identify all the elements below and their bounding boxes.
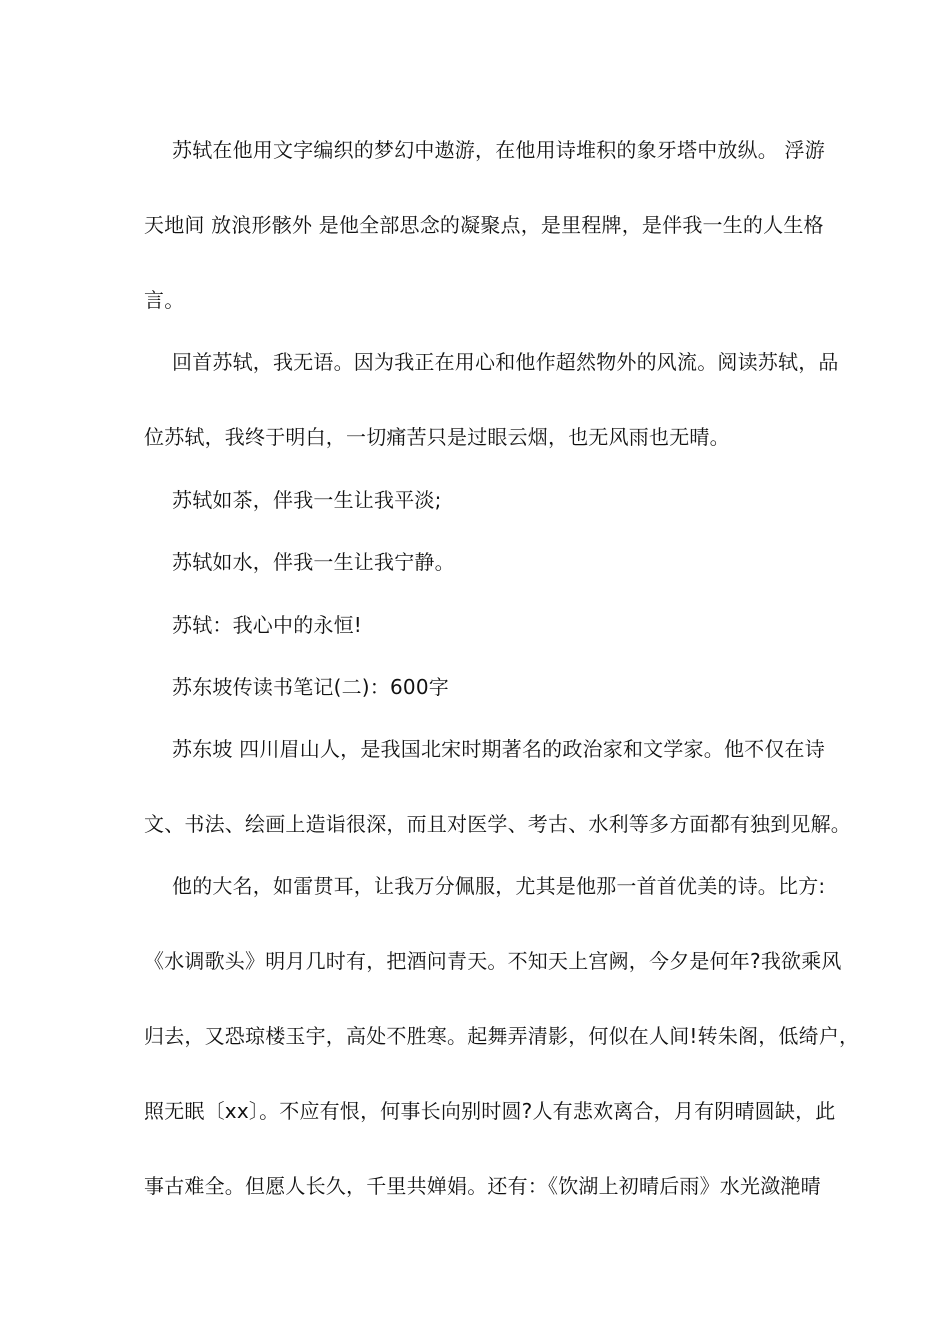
paragraph-line: 文、书法、绘画上造诣很深，而且对医学、考古、水利等多方面都有独到见解。	[144, 812, 851, 836]
paragraph-line: 苏轼在他用文字编织的梦幻中遨游，在他用诗堆积的象牙塔中放纵。 浮游	[172, 138, 825, 162]
paragraph-line: 苏轼：我心中的永恒!	[172, 613, 363, 637]
paragraph-line: 《水调歌头》明月几时有，把酒问青天。不知天上宫阙，今夕是何年?我欲乘风	[144, 949, 842, 973]
paragraph-line: 苏轼如茶，伴我一生让我平淡;	[172, 488, 442, 512]
paragraph-line: 苏东坡 四川眉山人，是我国北宋时期著名的政治家和文学家。他不仅在诗	[172, 737, 825, 761]
paragraph-line: 言。	[144, 288, 185, 312]
paragraph-line: 回首苏轼，我无语。因为我正在用心和他作超然物外的风流。阅读苏轼，品	[172, 350, 839, 374]
paragraph-line: 归去，又恐琼楼玉宇，高处不胜寒。起舞弄清影，何似在人间!转朱阁，低绮户，	[144, 1024, 860, 1048]
paragraph-line: 苏轼如水，伴我一生让我宁静。	[172, 550, 455, 574]
paragraph-line: 天地间 放浪形骸外 是他全部思念的凝聚点，是里程牌，是伴我一生的人生格	[144, 213, 824, 237]
paragraph-line: 他的大名，如雷贯耳，让我万分佩服，尤其是他那一首首优美的诗。比方:	[172, 874, 826, 898]
paragraph-line: 事古难全。但愿人长久，千里共婵娟。还有：《饮湖上初晴后雨》水光潋滟晴	[144, 1174, 821, 1198]
paragraph-line: 照无眠〔xx〕。不应有恨，何事长向别时圆?人有悲欢离合，月有阴晴圆缺，此	[144, 1099, 836, 1123]
section-heading: 苏东坡传读书笔记(二)：600字	[172, 675, 449, 699]
paragraph-line: 位苏轼，我终于明白，一切痛苦只是过眼云烟，也无风雨也无晴。	[144, 425, 730, 449]
